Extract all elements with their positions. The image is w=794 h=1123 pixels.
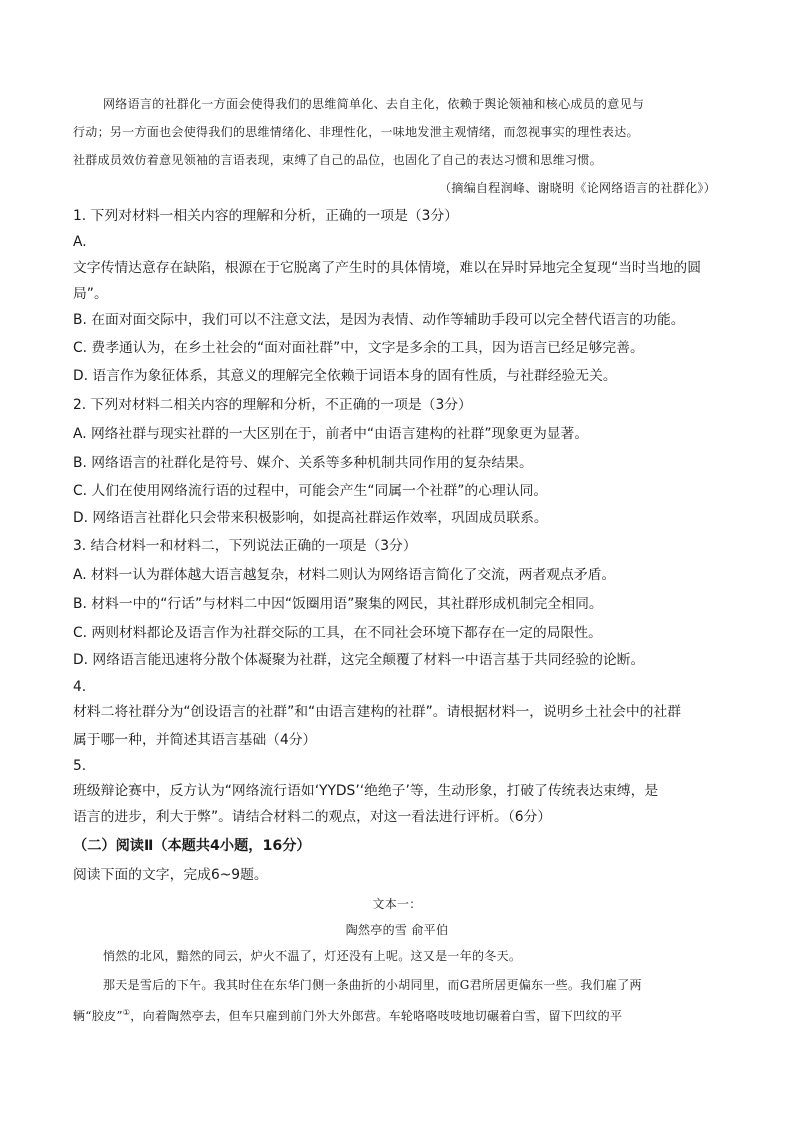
question-3-stem: 3. 结合材料一和材料二，下列说法正确的一项是（3分）: [73, 538, 417, 554]
question-5-line-1: 班级辩论赛中，反方认为“网络流行语如‘YYDS’‘绝绝子’等，生动形象，打破了传统表达束缚，是: [73, 783, 659, 799]
text-1-paragraph-1: 悄然的北风，黯然的同云，炉火不温了，灯还没有上呢。这又是一年的冬天。: [103, 949, 522, 963]
material2-source: （摘编自程润峰、谢晓明《论网络语言的社群化》）: [439, 181, 716, 195]
section-2-instruction: 阅读下面的文字，完成6~9题。: [73, 867, 268, 883]
question-4-line-1: 材料二将社群分为“创设语言的社群”和“由语言建构的社群”。请根据材料一，说明乡土社会中的社群: [73, 704, 682, 720]
question-5-line-2: 语言的进步，利大于弊”。请结合材料二的观点，对这一看法进行评析。（6分）: [73, 809, 552, 825]
question-3-option-c: C. 两则材料都论及语言作为社群交际的工具，在不同社会环境下都存在一定的局限性。: [73, 625, 602, 641]
question-5-number: 5.: [73, 758, 87, 774]
text-1-paragraph-2-line-1: 那天是雪后的下午。我其时住在东华门侧一条曲折的小胡同里，而G君所居更偏东一些。我们雇了两: [103, 978, 642, 992]
text-1-label: 文本一：: [372, 897, 422, 911]
question-1-option-a-line-2: 局”。: [73, 286, 108, 302]
text-1-line-2-start: 辆“胶皮”: [73, 1009, 123, 1023]
material2-line-3: 社群成员效仿着意见领袖的言语表现，束缚了自己的品位，也固化了自己的表达习惯和思维习惯。: [73, 153, 602, 167]
section-2-heading: （二）阅读Ⅱ（本题共4小题，16分）: [73, 838, 311, 854]
question-2-option-a: A. 网络社群与现实社群的一大区别在于，前者中“由语言建构的社群”现象更为显著。: [73, 426, 589, 442]
question-4-line-2: 属于哪一种，并简述其语言基础（4分）: [73, 732, 317, 748]
text-1-line-2-rest: ，向着陶然亭去，但车只雇到前门外大外郎营。车轮咯咯吱吱地切碾着白雪，留下凹纹的平: [130, 1009, 623, 1023]
question-2-stem: 2. 下列对材料二相关内容的理解和分析，不正确的一项是（3分）: [73, 397, 472, 413]
question-3-option-d: D. 网络语言能迅速将分散个体凝聚为社群，这完全颠覆了材料一中语言基于共同经验的论断。: [73, 652, 645, 668]
question-2-option-d: D. 网络语言社群化只会带来积极影响，如提高社群运作效率，巩固成员联系。: [73, 510, 548, 526]
question-3-option-b: B. 材料一中的“行话”与材料二中因“饭圈用语”聚集的网民，其社群形成机制完全相同。: [73, 596, 603, 612]
text-1-title: 陶然亭的雪 俞平伯: [345, 923, 449, 937]
question-1-option-d: D. 语言作为象征体系，其意义的理解完全依赖于词语本身的固有性质，与社群经验无关。: [73, 368, 617, 384]
question-1-option-b: B. 在面对面交际中，我们可以不注意文法，是因为表情、动作等辅助手段可以完全替代语言的功能。: [73, 312, 685, 328]
material2-line-2: 行动；另一方面也会使得我们的思维情绪化、非理性化，一味地发泄主观情绪，而忽视事实的理性表达。: [73, 125, 639, 139]
question-2-option-b: B. 网络语言的社群化是符号、媒介、关系等多种机制共同作用的复杂结果。: [73, 455, 533, 471]
text-1-paragraph-2-line-2: [73, 1004, 622, 1025]
question-2-option-c: C. 人们在使用网络流行语的过程中，可能会产生“同属一个社群”的心理认同。: [73, 483, 548, 499]
question-4-number: 4.: [73, 679, 87, 695]
question-1-stem: 1. 下列对材料一相关内容的理解和分析，正确的一项是（3分）: [73, 208, 459, 224]
question-3-option-a: A. 材料一认为群体越大语言越复杂，材料二则认为网络语言简化了交流，两者观点矛盾。: [73, 567, 616, 583]
footnote-marker: ①: [122, 1008, 131, 1017]
question-1-option-a-label: A.: [73, 234, 87, 250]
question-1-option-c: C. 费孝通认为，在乡土社会的“面对面社群”中，文字是多余的工具，因为语言已经足够完善。: [73, 340, 644, 356]
material2-line-1: 网络语言的社群化一方面会使得我们的思维简单化、去自主化，依赖于舆论领袖和核心成员的意见与: [103, 97, 645, 111]
question-1-option-a-line-1: 文字传情达意存在缺陷，根源在于它脱离了产生时的具体情境，难以在异时异地完全复现“当时当地的圆: [73, 260, 702, 276]
